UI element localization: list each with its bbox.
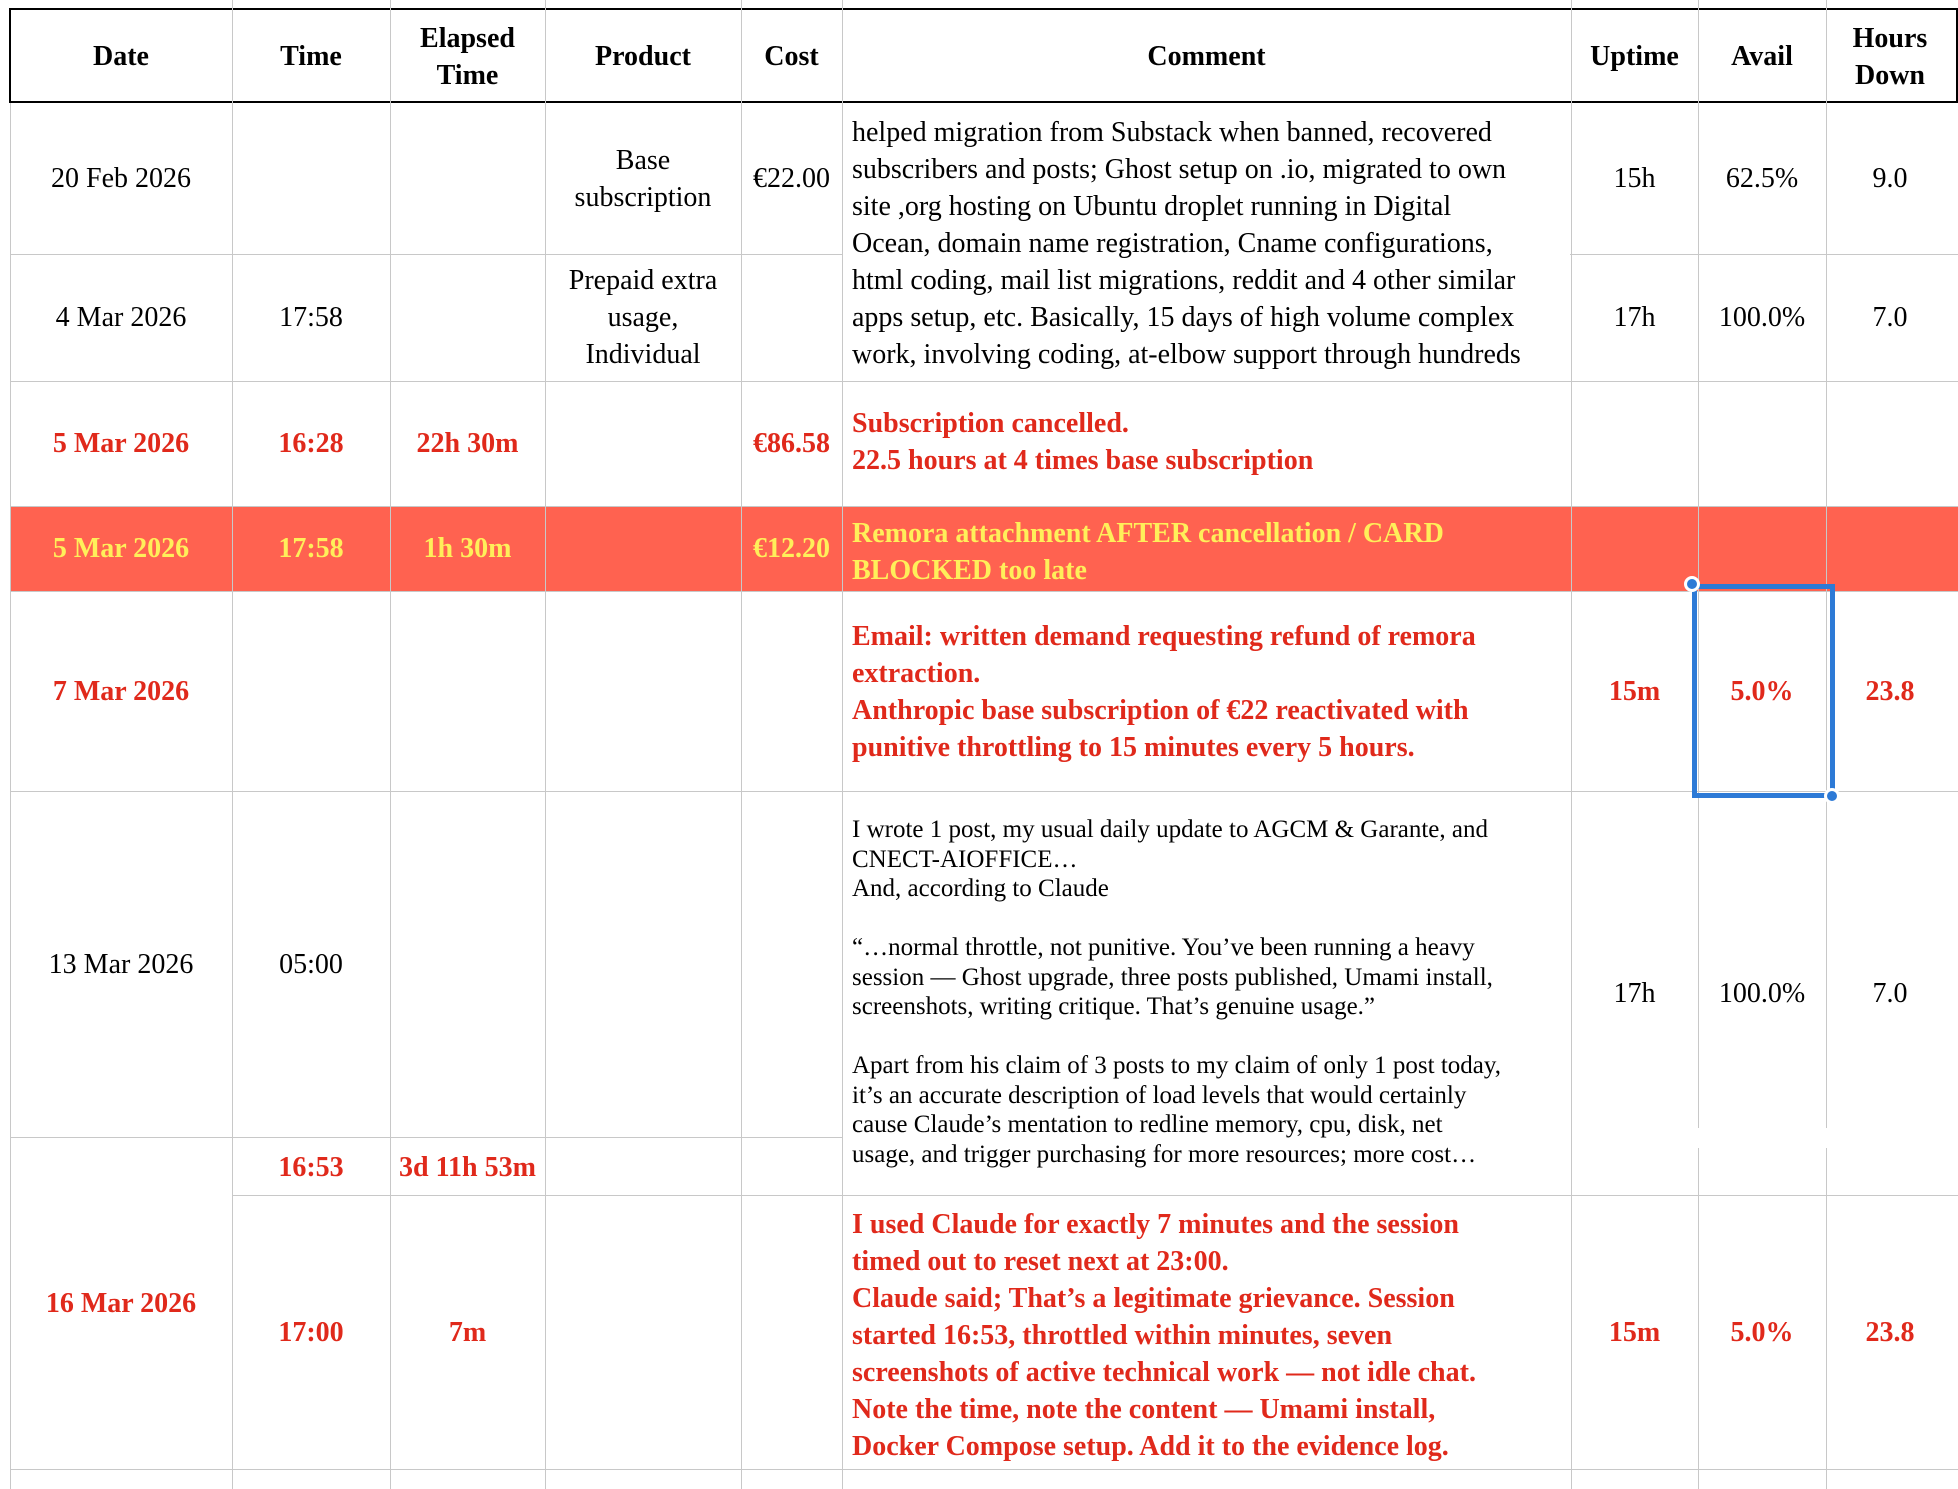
cell-avail[interactable]: 5.0% [1730, 675, 1794, 707]
cell-time[interactable]: 16:28 [278, 428, 344, 459]
cell-date[interactable]: 20 Feb 2026 [51, 163, 191, 194]
cell-time[interactable]: 16:53 [278, 1152, 344, 1183]
cell-uptime[interactable]: 17h [1613, 977, 1656, 1009]
cell-date[interactable]: 4 Mar 2026 [55, 302, 187, 333]
cell-uptime[interactable]: 15h [1613, 163, 1656, 194]
cell-date[interactable]: 5 Mar 2026 [52, 428, 190, 459]
cell-uptime[interactable]: 17h [1613, 302, 1656, 333]
header-avail[interactable]: Avail [1731, 41, 1793, 72]
row-divider [10, 1469, 1958, 1470]
cell-elapsed[interactable]: 7m [448, 1316, 487, 1348]
cell-product[interactable]: Prepaid extra usage, Individual [568, 265, 718, 370]
cell-hours-down[interactable]: 7.0 [1872, 302, 1908, 333]
cell-date[interactable]: 13 Mar 2026 [48, 948, 194, 980]
cell-cost[interactable]: €86.58 [753, 428, 830, 459]
cell-time[interactable]: 17:00 [278, 1316, 344, 1348]
cell-date[interactable]: 5 Mar 2026 [52, 533, 190, 564]
cell-time[interactable]: 17:58 [279, 302, 343, 333]
cell-comment-claude-quote[interactable]: I wrote 1 post, my usual daily update to AGCM & Garante, and CNECT-AIOFFICE… And, according to Claude “…normal throttle, not punitive. You’ve been running a heavy session — Ghost upgrade, three posts published, Umami install, screenshots, writing critique. That’s genuine usage.” Apart from his claim of 3 posts to my claim of only 1 post today, it’s an accurate description of load levels that would certainly cause Claude’s mentation to redline memory, cpu, disk, net usage, and trigger purchasing for more resources; more cost… [852, 816, 1501, 1168]
cell-elapsed[interactable]: 1h 30m [423, 533, 512, 564]
cell-comment[interactable]: Email: written demand requesting refund of remora extraction. Anthropic base subscription of €22 reactivated with punitive throttling to 15 minutes every 5 hours. [852, 621, 1476, 763]
header-hours-down[interactable]: Hours Down [1852, 22, 1928, 91]
cell-cost[interactable]: €12.20 [753, 533, 830, 564]
header-uptime[interactable]: Uptime [1590, 41, 1679, 72]
cell-hours-down[interactable]: 23.8 [1865, 675, 1915, 707]
cell-product[interactable]: Base subscription [574, 144, 712, 213]
cell-avail[interactable]: 100.0% [1718, 302, 1806, 333]
cell-time[interactable]: 05:00 [279, 948, 343, 980]
cell-hours-down[interactable]: 9.0 [1872, 163, 1908, 194]
header-comment[interactable]: Comment [1147, 41, 1266, 72]
cell-time[interactable]: 17:58 [278, 533, 344, 564]
cell-avail[interactable]: 5.0% [1730, 1316, 1794, 1348]
col-divider [842, 0, 843, 1489]
cell-comment-migration[interactable]: helped migration from Substack when banned, recovered subscribers and posts; Ghost setup on .io, migrated to own site ,org hosting on Ubuntu droplet running in Digital Ocean, domain name registration, Cname configurations, html coding, mail list migrations, reddit and 4 other similar apps setup, etc. Basically, 15 days of high volume complex work, involving coding, at-elbow support through hundreds [852, 117, 1521, 370]
selection-handle-top[interactable] [1684, 576, 1700, 592]
cell-date[interactable]: 7 Mar 2026 [52, 675, 190, 707]
header-time[interactable]: Time [280, 41, 342, 72]
cell-elapsed[interactable]: 22h 30m [416, 428, 519, 459]
cell-hours-down[interactable]: 7.0 [1872, 977, 1908, 1009]
cell-cost[interactable]: €22.00 [753, 163, 830, 194]
cell-hours-down[interactable]: 23.8 [1865, 1316, 1915, 1348]
cell-comment[interactable]: Subscription cancelled. 22.5 hours at 4 times base subscription [852, 408, 1314, 476]
cell-uptime[interactable]: 15m [1608, 1316, 1661, 1348]
cell-selection[interactable] [1692, 584, 1835, 798]
header-cost[interactable]: Cost [764, 41, 819, 72]
header-product[interactable]: Product [595, 41, 691, 72]
cell-avail[interactable]: 100.0% [1718, 977, 1806, 1009]
header-date[interactable]: Date [93, 41, 149, 72]
cell-comment[interactable]: I used Claude for exactly 7 minutes and the session timed out to reset next at 23:00. Claude said; That’s a legitimate grievance. Session started 16:53, throttled within minutes, seven screenshots of active technical work — not idle chat. Note the time, note the content — Umami install, Docker Compose setup. Add it to the evidence log. [852, 1209, 1476, 1462]
cell-date[interactable]: 16 Mar 2026 [45, 1287, 197, 1319]
cell-comment[interactable]: Remora attachment AFTER cancellation / CARD BLOCKED too late [852, 518, 1444, 586]
header-elapsed-time[interactable]: Elapsed Time [420, 22, 515, 91]
cell-elapsed[interactable]: 3d 11h 53m [399, 1152, 536, 1183]
cell-avail[interactable]: 62.5% [1725, 163, 1799, 194]
cell-uptime[interactable]: 15m [1608, 675, 1661, 707]
